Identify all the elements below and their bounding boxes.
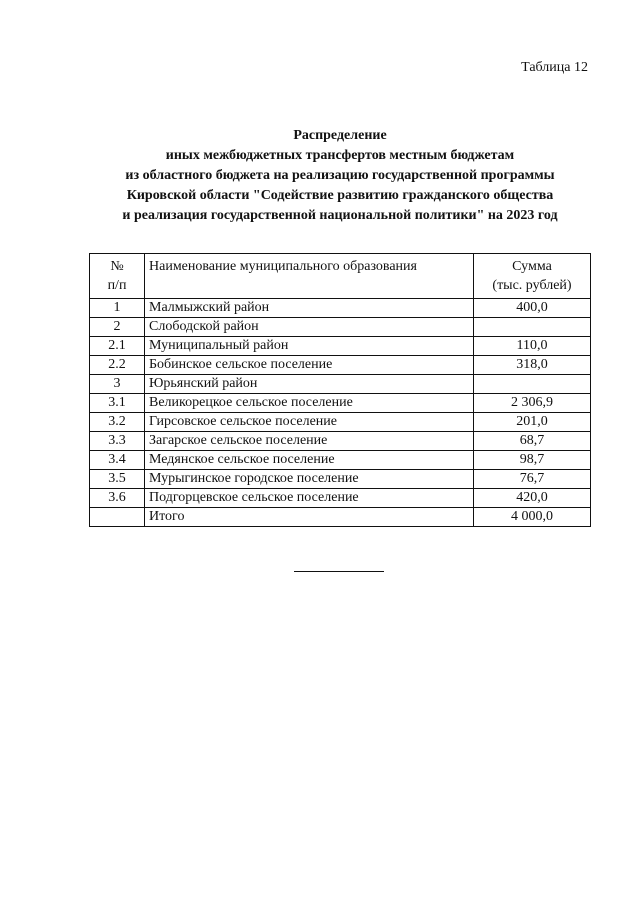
title-line: и реализация государственной национальной политики" на 2023 год xyxy=(122,208,558,223)
table-row xyxy=(90,356,591,375)
row-name: Итого xyxy=(145,508,474,527)
table-row xyxy=(90,337,591,356)
table-row xyxy=(90,432,591,451)
separator-line xyxy=(294,571,384,572)
table-label: Таблица 12 xyxy=(521,60,588,75)
row-name: Слободской район xyxy=(145,318,474,337)
table-row xyxy=(90,375,591,394)
header-num-line2: п/п xyxy=(107,278,127,293)
row-num: 2.1 xyxy=(90,337,145,356)
row-sum: 201,0 xyxy=(474,413,591,432)
table-body xyxy=(90,299,591,527)
header-num xyxy=(90,254,145,299)
row-name: Загарское сельское поселение xyxy=(145,432,474,451)
row-sum: 420,0 xyxy=(474,489,591,508)
title-line: из областного бюджета на реализацию государственной программы xyxy=(125,168,555,183)
row-name: Малмыжский район xyxy=(145,299,474,318)
table-row xyxy=(90,489,591,508)
document-title xyxy=(70,126,610,226)
title-line: иных межбюджетных трансфертов местным бюджетам xyxy=(165,148,515,163)
table-row xyxy=(90,318,591,337)
table-row xyxy=(90,470,591,489)
table-row xyxy=(90,508,591,527)
row-sum: 2 306,9 xyxy=(474,394,591,413)
distribution-table xyxy=(89,253,591,527)
header-sum xyxy=(474,254,591,299)
row-num: 2.2 xyxy=(90,356,145,375)
row-num: 3.4 xyxy=(90,451,145,470)
table-row xyxy=(90,451,591,470)
row-name: Медянское сельское поселение xyxy=(145,451,474,470)
row-sum: 76,7 xyxy=(474,470,591,489)
row-num: 3.3 xyxy=(90,432,145,451)
row-sum: 68,7 xyxy=(474,432,591,451)
row-num: 3 xyxy=(90,375,145,394)
row-sum xyxy=(474,375,591,394)
row-num: 3.1 xyxy=(90,394,145,413)
row-sum: 98,7 xyxy=(474,451,591,470)
row-name: Великорецкое сельское поселение xyxy=(145,394,474,413)
header-name: Наименование муниципального образования xyxy=(145,254,474,299)
title-line: Кировской области "Содействие развитию гражданского общества xyxy=(126,188,554,203)
header-sum-line2: (тыс. рублей) xyxy=(492,278,572,293)
row-name: Бобинское сельское поселение xyxy=(145,356,474,375)
row-sum: 110,0 xyxy=(474,337,591,356)
row-num: 3.2 xyxy=(90,413,145,432)
row-sum xyxy=(474,318,591,337)
row-num: 1 xyxy=(90,299,145,318)
header-sum-line1: Сумма xyxy=(512,259,552,274)
row-num: 3.5 xyxy=(90,470,145,489)
row-num: 2 xyxy=(90,318,145,337)
row-name: Мурыгинское городское поселение xyxy=(145,470,474,489)
row-sum: 318,0 xyxy=(474,356,591,375)
title-line: Распределение xyxy=(293,128,387,143)
row-sum: 400,0 xyxy=(474,299,591,318)
row-sum: 4 000,0 xyxy=(474,508,591,527)
row-name: Подгорцевское сельское поселение xyxy=(145,489,474,508)
row-name: Муниципальный район xyxy=(145,337,474,356)
header-num-line1: № xyxy=(110,259,124,274)
table-row xyxy=(90,394,591,413)
table-header-row xyxy=(90,254,591,299)
row-name: Гирсовское сельское поселение xyxy=(145,413,474,432)
row-num: 3.6 xyxy=(90,489,145,508)
table-row xyxy=(90,413,591,432)
row-num xyxy=(90,508,145,527)
row-name: Юрьянский район xyxy=(145,375,474,394)
table-row xyxy=(90,299,591,318)
